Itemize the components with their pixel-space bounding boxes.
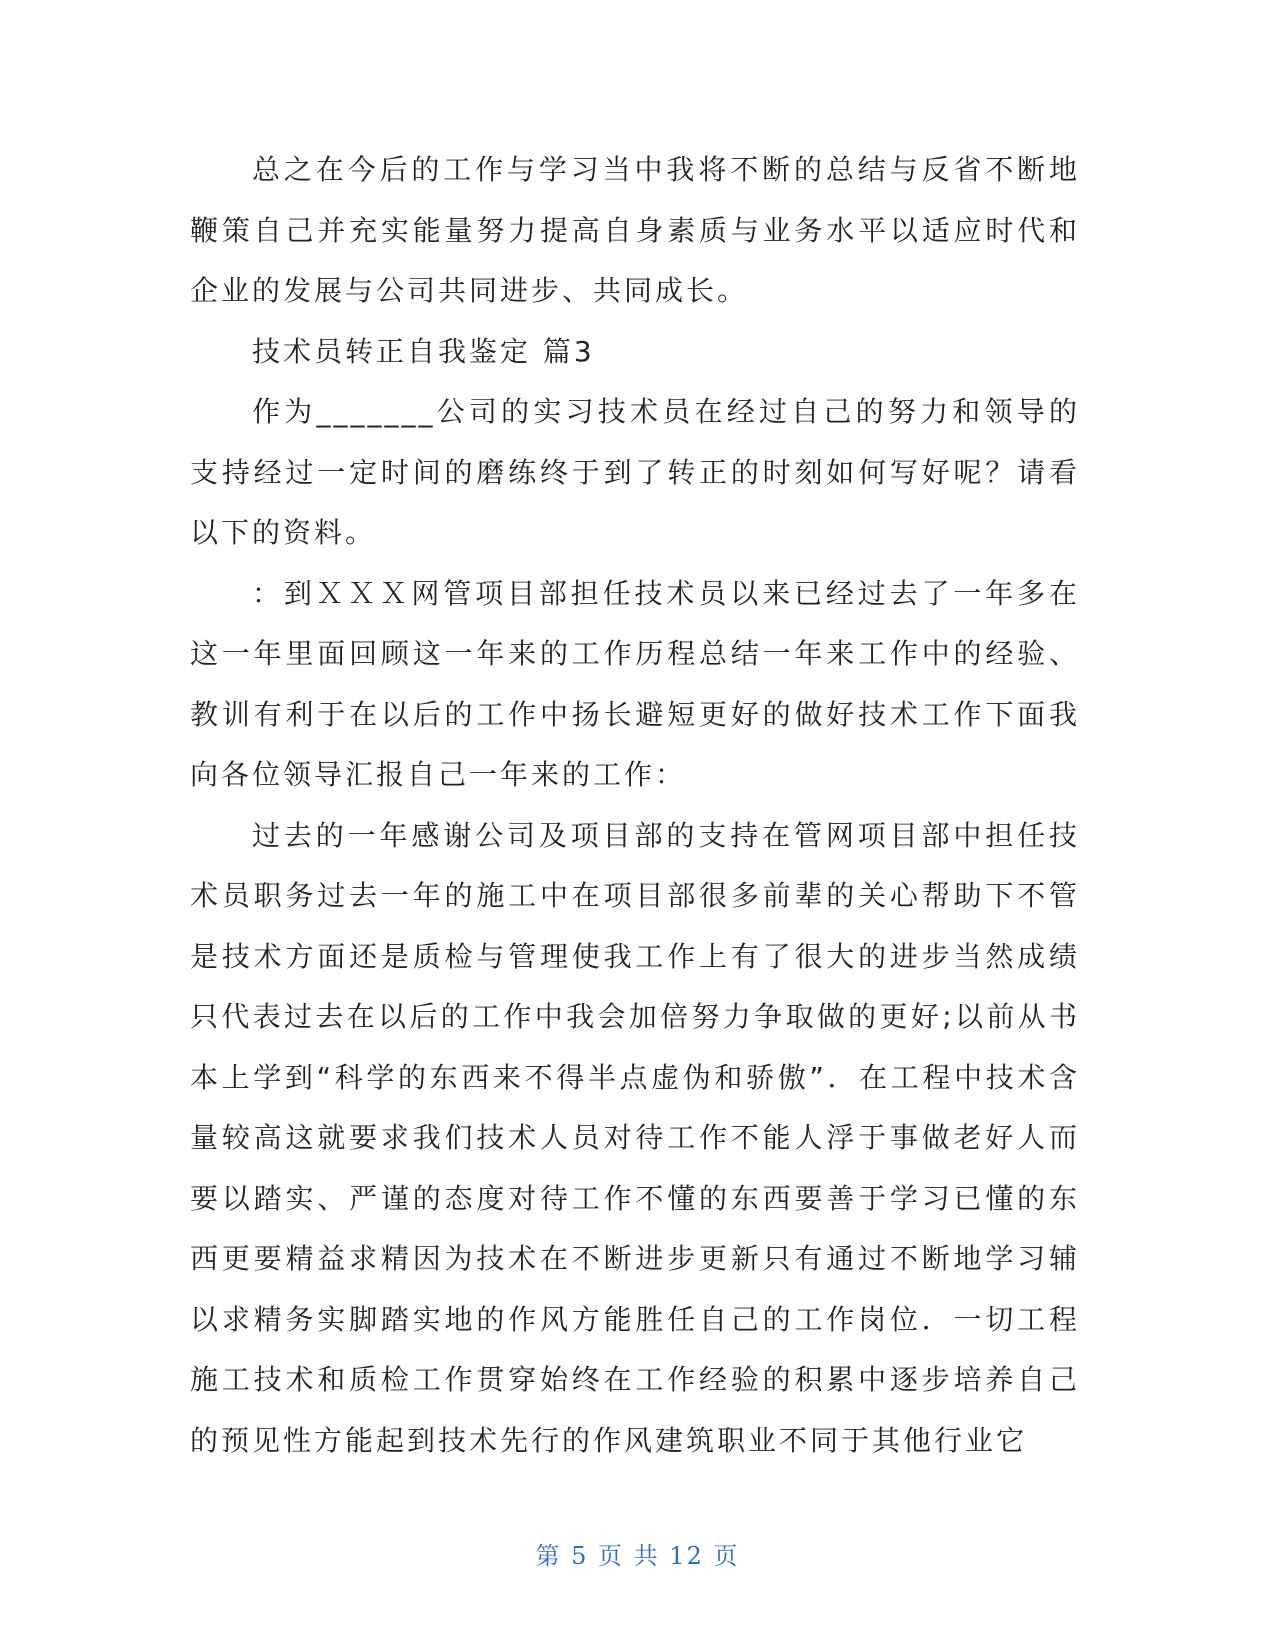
paragraph: ：到ＸＸＸ网管项目部担任技术员以来已经过去了一年多在这一年里面回顾这一年来的工作历程总结一年来工作中的经验、教训有利于在以后的工作中扬长避短更好的做好技术工作下面我向各位领导汇报自己一年来的工作： (190, 576, 1080, 791)
paragraph: 总之在今后的工作与学习当中我将不断的总结与反省不断地鞭策自己并充实能量努力提高自身素质与业务水平以适应时代和企业的发展与公司共同进步、共同成长。 (190, 153, 1080, 307)
section-heading: 技术员转正自我鉴定 篇3 (252, 334, 595, 368)
paragraph: 作为_______公司的实习技术员在经过自己的努力和领导的支持经过一定时间的磨练终于到了转正的时刻如何写好呢？请看以下的资料。 (190, 395, 1080, 549)
page-number-footer: 第 5 页 共 12 页 (535, 1542, 740, 1570)
paragraph: 过去的一年感谢公司及项目部的支持在管网项目部中担任技术员职务过去一年的施工中在项目部很多前辈的关心帮助下不管是技术方面还是质检与管理使我工作上有了很大的进步当然成绩只代表过去在以后的工作中我会加倍努力争取做的更好;以前从书本上学到“科学的东西来不得半点虚伪和骄傲”．在工程中技术含量较高这就要求我们技术人员对待工作不能人浮于事做老好人而要以踏实、严谨的态度对待工作不懂的东西要善于学习已懂的东西更要精益求精因为技术在不断进步更新只有通过不断地学习辅以求精务实脚踏实地的作风方能胜任自己的工作岗位．一切工程施工技术和质检工作贯穿始终在工作经验的积累中逐步培养自己的预见性方能起到技术先行的作风建筑职业不同于其他行业它 (190, 818, 1080, 1457)
document-body (190, 140, 1080, 1471)
